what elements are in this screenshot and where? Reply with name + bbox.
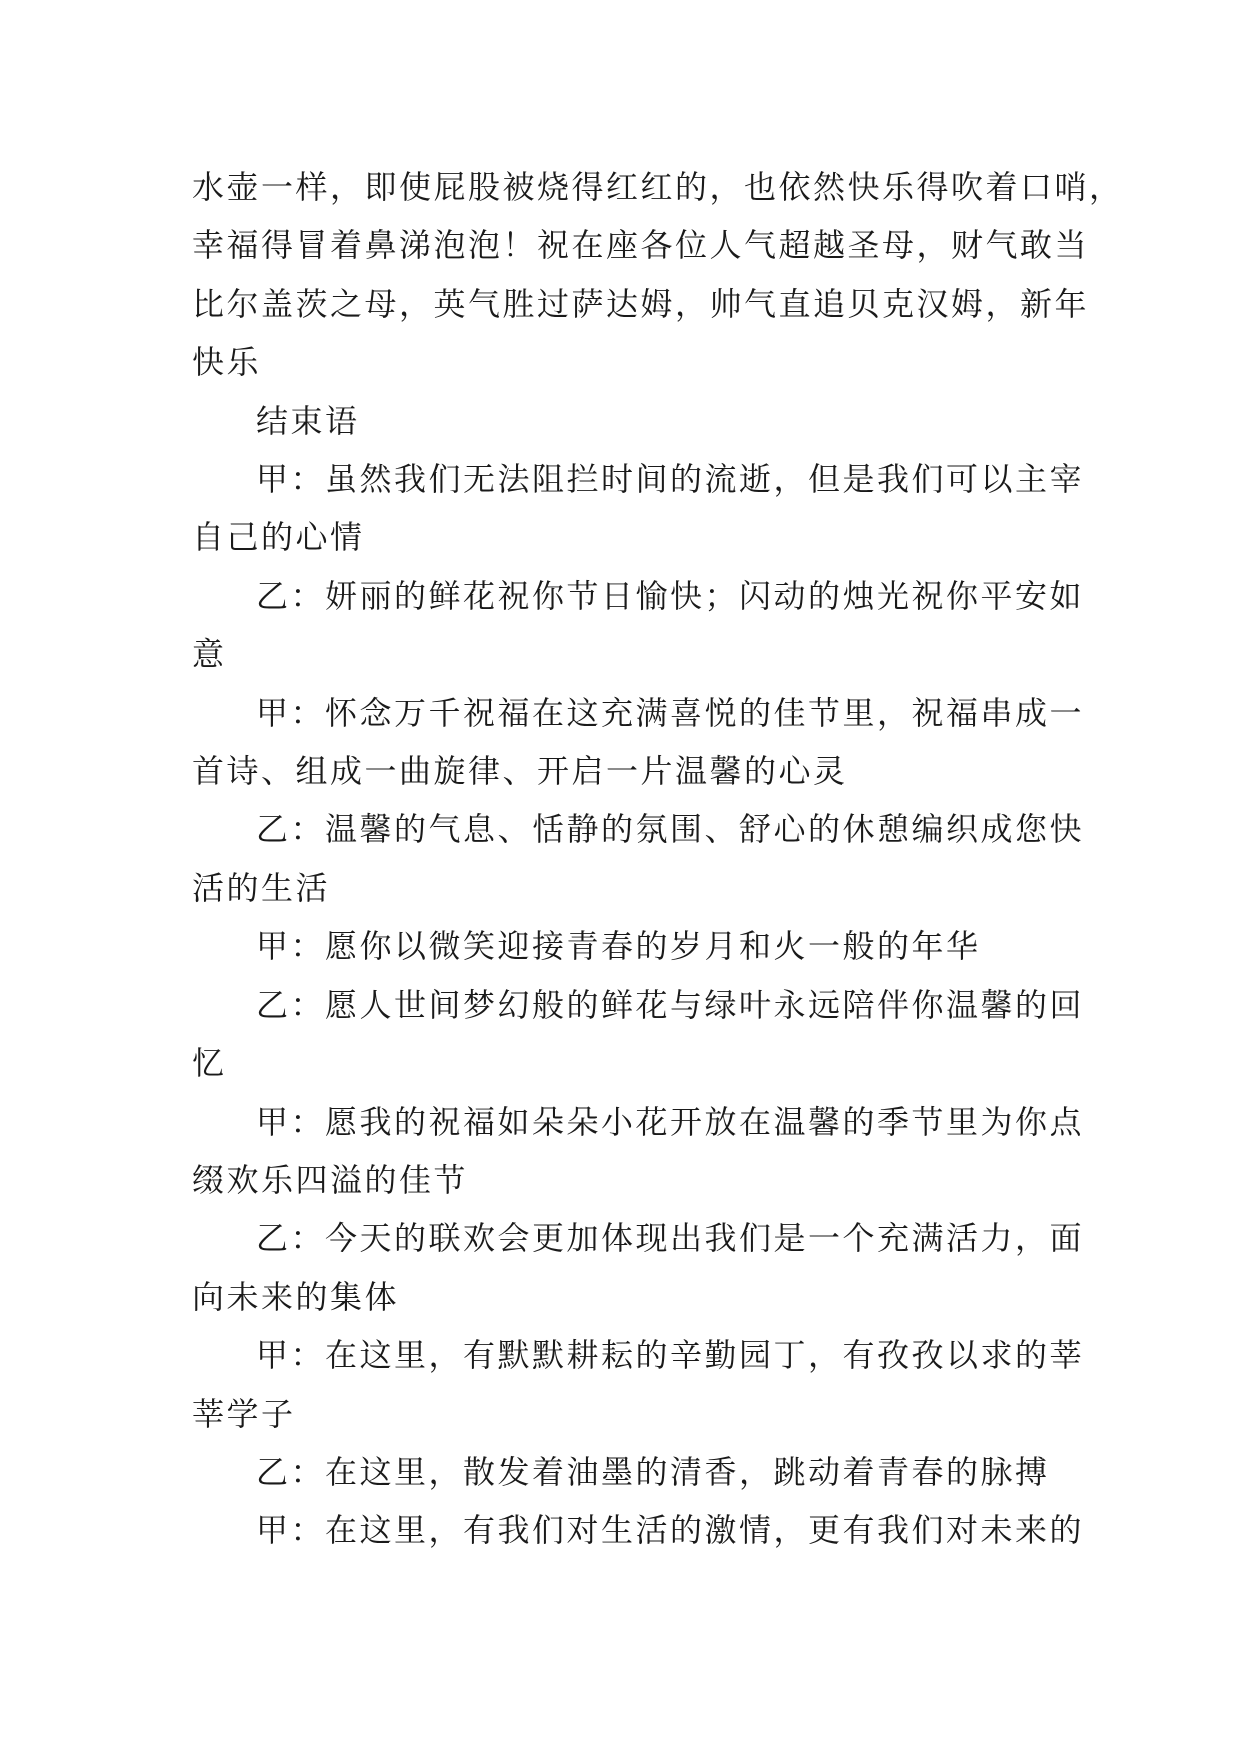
dialogue-line xyxy=(192,567,1085,684)
text-line: 甲：愿我的祝福如朵朵小花开放在温馨的季节里为你点 xyxy=(256,1102,1085,1141)
dialogue-line xyxy=(192,976,1085,1093)
text-line: 意 xyxy=(192,635,227,674)
text-line: 乙：在这里，散发着油墨的清香，跳动着青春的脉搏 xyxy=(256,1452,1050,1491)
dialogue-line xyxy=(192,684,1085,801)
dialogue-line xyxy=(192,917,1052,975)
document-body xyxy=(192,158,1124,1560)
dialogue-line xyxy=(192,450,1085,567)
text-line: 甲：在这里，有默默耕耘的辛勤园丁，有孜孜以求的莘 xyxy=(256,1336,1085,1375)
paragraph-new-year-wish xyxy=(192,158,1124,392)
text-line: 幸福得冒着鼻涕泡泡！祝在座各位人气超越圣母，财气敢当 xyxy=(192,226,1090,265)
text-line: 莘学子 xyxy=(192,1394,296,1433)
text-line: 甲：怀念万千祝福在这充满喜悦的佳节里，祝福串成一 xyxy=(256,693,1085,732)
text-line: 自己的心情 xyxy=(192,518,365,557)
dialogue-line xyxy=(192,1501,1085,1559)
dialogue-line xyxy=(192,1209,1085,1326)
dialogue-line xyxy=(192,1443,1052,1501)
text-line: 缀欢乐四溢的佳节 xyxy=(192,1160,469,1199)
dialogue-line xyxy=(192,1326,1085,1443)
text-line: 向未来的集体 xyxy=(192,1277,400,1316)
text-line: 乙：愿人世间梦幻般的鲜花与绿叶永远陪伴你温馨的回 xyxy=(256,985,1085,1024)
text-line: 甲：在这里，有我们对生活的激情，更有我们对未来的 xyxy=(256,1511,1085,1550)
text-line: 活的生活 xyxy=(192,868,331,907)
text-line: 快乐 xyxy=(192,343,262,382)
text-line: 甲：虽然我们无法阻拦时间的流逝，但是我们可以主宰 xyxy=(256,460,1085,499)
dialogue-line xyxy=(192,800,1085,917)
dialogue-line xyxy=(192,1093,1085,1210)
text-line: 乙：妍丽的鲜花祝你节日愉快；闪动的烛光祝你平安如 xyxy=(256,576,1085,615)
text-line: 比尔盖茨之母，英气胜过萨达姆，帅气直追贝克汉姆，新年 xyxy=(192,284,1090,323)
heading-text: 结束语 xyxy=(256,401,360,440)
text-line: 乙：温馨的气息、恬静的氛围、舒心的休憩编织成您快 xyxy=(256,810,1085,849)
text-line: 乙：今天的联欢会更加体现出我们是一个充满活力，面 xyxy=(256,1219,1085,1258)
section-heading-closing xyxy=(192,392,1052,450)
text-line: 水壶一样，即使屁股被烧得红红的，也依然快乐得吹着口哨， xyxy=(192,168,1124,206)
text-line: 甲：愿你以微笑迎接青春的岁月和火一般的年华 xyxy=(256,927,981,966)
text-line: 首诗、组成一曲旋律、开启一片温馨的心灵 xyxy=(192,752,848,791)
text-line: 忆 xyxy=(192,1044,227,1083)
